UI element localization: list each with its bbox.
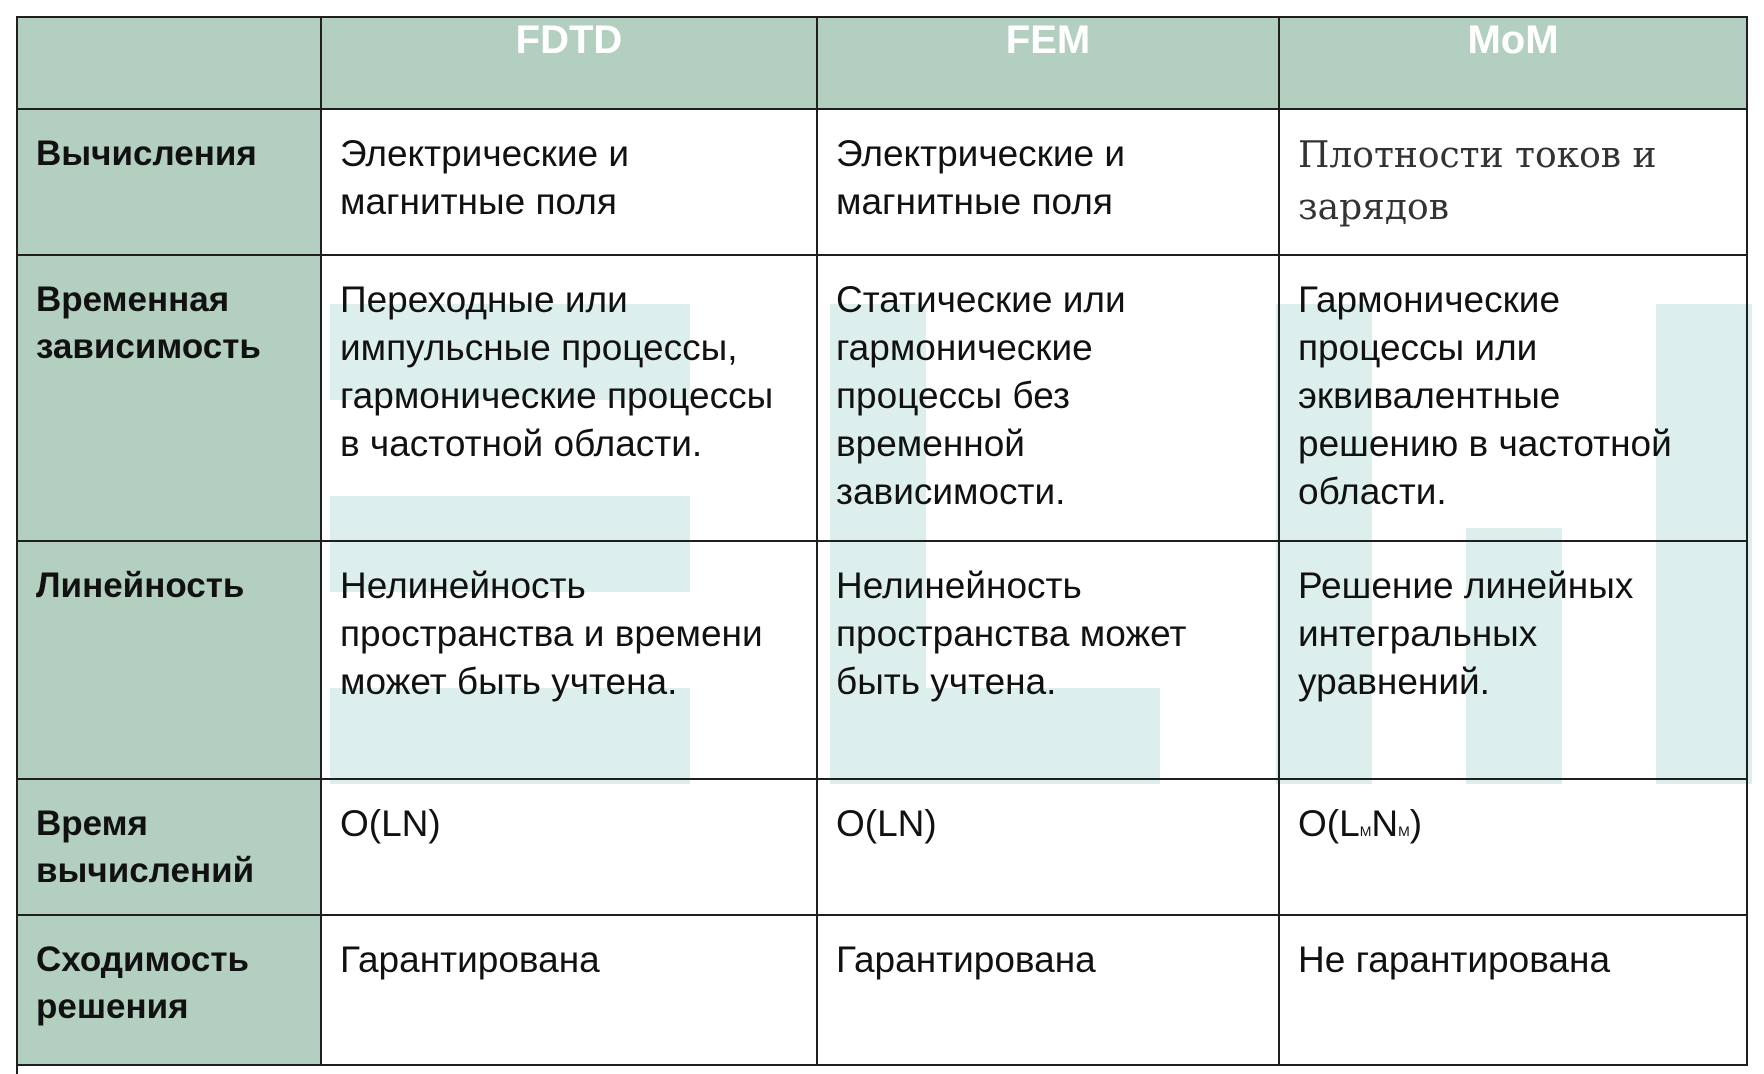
cell-fem: Гарантирована (817, 915, 1279, 1065)
cell-fem: Электрические и магнитные поля (817, 109, 1279, 255)
row-label: Линейность (17, 541, 321, 779)
cell-mom: Не гарантирована (1279, 915, 1747, 1065)
comparison-table (16, 16, 1748, 1066)
header-fem: FEM (817, 17, 1279, 109)
table-row (17, 541, 1747, 779)
row-label: Сходимость решения (17, 915, 321, 1065)
cell-fem: O(LN) (817, 779, 1279, 915)
row-label: Вычисления (17, 109, 321, 255)
row-label: Время вычислений (17, 779, 321, 915)
header-mom: MoM (1279, 17, 1747, 109)
cell-mom: Гармонические процессы или эквивалентные решению в частотной области. (1279, 255, 1747, 541)
cell-mom: Решение линейных интегральных уравнений. (1279, 541, 1747, 779)
table-row (17, 255, 1747, 541)
cell-fem: Статические или гармонические процессы без временной зависимости. (817, 255, 1279, 541)
complexity-subscript: M (1359, 823, 1372, 839)
cell-mom: Плотности токов и зарядов (1279, 109, 1747, 255)
complexity-prefix: O(L (1298, 803, 1360, 844)
complexity-subscript: M (1398, 823, 1410, 839)
complexity-suffix: ) (1409, 803, 1423, 844)
cell-fem: Нелинейность пространства может быть учтена. (817, 541, 1279, 779)
table-row (17, 109, 1747, 255)
row-label: Временная зависимость (17, 255, 321, 541)
header-corner-cell (17, 17, 321, 109)
cell-fdtd: Электрические и магнитные поля (321, 109, 817, 255)
cell-fdtd: Переходные или импульсные процессы, гармонические процессы в частотной области. (321, 255, 817, 541)
cell-fdtd: Нелинейность пространства и времени может быть учтена. (321, 541, 817, 779)
complexity-mid: N (1371, 803, 1399, 844)
table-header-row (17, 17, 1747, 109)
cell-mom (1279, 779, 1747, 915)
cell-fdtd: Гарантирована (321, 915, 817, 1065)
cell-fdtd: O(LN) (321, 779, 817, 915)
header-fdtd: FDTD (321, 17, 817, 109)
table-row (17, 779, 1747, 915)
table-row (17, 915, 1747, 1065)
